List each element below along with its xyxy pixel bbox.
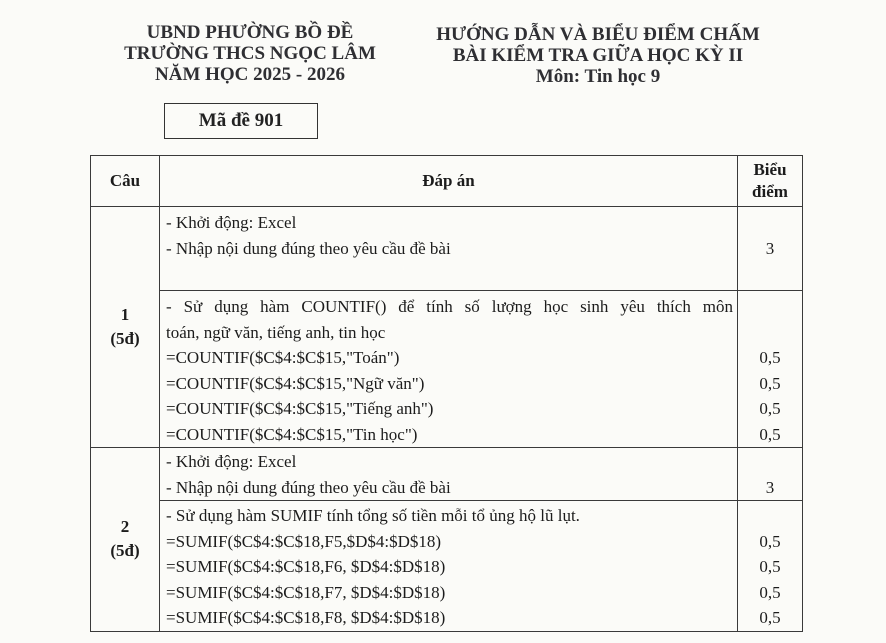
score-value: 0,5 bbox=[759, 399, 781, 418]
table-header-row bbox=[91, 156, 803, 207]
exam-code-box: Mã đề 901 bbox=[164, 103, 318, 139]
header-bieu-line1: Biểu bbox=[753, 160, 787, 179]
document-title: HƯỚNG DẪN VÀ BIỂU ĐIỂM CHẤM bbox=[436, 24, 760, 45]
answer-line: - Sử dụng hàm SUMIF tính tổng số tiền mỗi tổ ủng hộ lũ lụt. bbox=[166, 506, 580, 525]
score-cell bbox=[738, 207, 803, 291]
formula-line: =COUNTIF($C$4:$C$15,"Toán") bbox=[166, 348, 400, 367]
question-number: 2 bbox=[120, 517, 130, 537]
score-value: 0,5 bbox=[759, 373, 781, 393]
score-value: 3 bbox=[765, 477, 775, 497]
answer-cell bbox=[160, 207, 738, 291]
answer-cell bbox=[160, 291, 738, 448]
score-cell bbox=[738, 501, 803, 632]
question-points: (5đ) bbox=[110, 541, 140, 561]
school-header bbox=[100, 22, 400, 85]
score-cell bbox=[738, 291, 803, 448]
table-row bbox=[91, 501, 803, 632]
header-bieu-line2: điểm bbox=[752, 182, 788, 201]
answer-line: - Nhập nội dung đúng theo yêu cầu đề bài bbox=[166, 477, 451, 497]
answer-line: - Khởi động: Excel bbox=[166, 452, 297, 471]
header-dap-an: Đáp án bbox=[160, 156, 738, 207]
score-value: 3 bbox=[765, 238, 775, 258]
formula-line: =COUNTIF($C$4:$C$15,"Ngữ văn") bbox=[166, 373, 425, 393]
school-year: NĂM HỌC 2025 - 2026 bbox=[155, 64, 345, 85]
score-value: 0,5 bbox=[759, 608, 781, 627]
formula-line: =COUNTIF($C$4:$C$15,"Tiếng anh") bbox=[166, 399, 434, 418]
subject-label: Môn: Tin học 9 bbox=[535, 66, 661, 87]
answer-line: toán, ngữ văn, tiếng anh, tin học bbox=[166, 322, 386, 342]
score-value: 0,5 bbox=[759, 531, 781, 551]
score-cell bbox=[738, 448, 803, 501]
school-name: TRƯỜNG THCS NGỌC LÂM bbox=[124, 43, 376, 64]
answer-line: - Sử dụng hàm COUNTIF() để tính số lượng học sinh yêu thích môn bbox=[166, 297, 733, 316]
answer-table bbox=[90, 155, 803, 632]
answer-line: - Nhập nội dung đúng theo yêu cầu đề bài bbox=[166, 238, 451, 258]
formula-line: =COUNTIF($C$4:$C$15,"Tin học") bbox=[166, 424, 418, 444]
table-row bbox=[91, 207, 803, 291]
question-number: 1 bbox=[120, 305, 130, 324]
formula-line: =SUMIF($C$4:$C$18,F5,$D$4:$D$18) bbox=[166, 531, 442, 551]
table-row bbox=[91, 291, 803, 448]
document-subtitle: BÀI KIỂM TRA GIỮA HỌC KỲ II bbox=[452, 45, 744, 66]
score-value: 0,5 bbox=[759, 424, 781, 444]
table-row bbox=[91, 448, 803, 501]
header-bieu-diem bbox=[738, 156, 803, 207]
formula-line: =SUMIF($C$4:$C$18,F8, $D$4:$D$18) bbox=[166, 608, 446, 627]
score-value: 0,5 bbox=[759, 557, 781, 576]
ward-name: UBND PHƯỜNG BỒ ĐỀ bbox=[146, 22, 354, 43]
header-cau: Câu bbox=[91, 156, 160, 207]
score-value: 0,5 bbox=[759, 348, 781, 367]
score-value: 0,5 bbox=[759, 582, 781, 602]
answer-cell bbox=[160, 448, 738, 501]
answer-cell bbox=[160, 501, 738, 632]
question-cell bbox=[91, 448, 160, 632]
question-cell bbox=[91, 207, 160, 448]
document-title-block bbox=[420, 24, 776, 87]
formula-line: =SUMIF($C$4:$C$18,F7, $D$4:$D$18) bbox=[166, 582, 446, 602]
answer-line: - Khởi động: Excel bbox=[166, 213, 297, 232]
formula-line: =SUMIF($C$4:$C$18,F6, $D$4:$D$18) bbox=[166, 557, 446, 576]
question-points: (5đ) bbox=[110, 329, 140, 348]
